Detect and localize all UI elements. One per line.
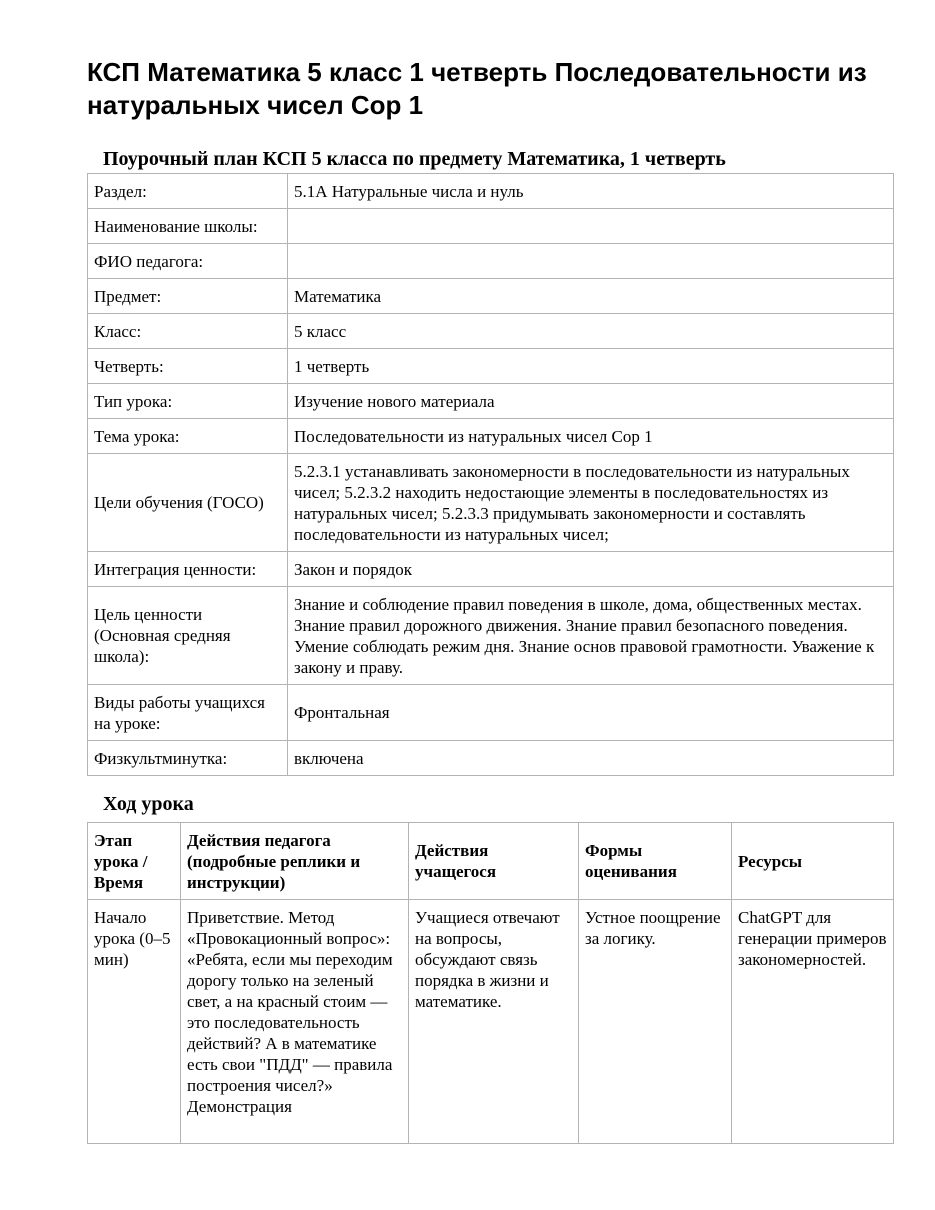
table-row [88, 384, 894, 419]
teacher-actions-cell: Приветствие. Метод «Провокационный вопрос»: «Ребята, если мы переходим дорогу только на зеленый свет, а на красный стоим — это последовательность действий? А в математике есть свои "ПДД" — правила построения чисел?» Демонстрация [181, 900, 409, 1144]
info-label: Цель ценности (Основная средняя школа): [88, 587, 288, 685]
info-label: Наименование школы: [88, 209, 288, 244]
table-row [88, 552, 894, 587]
info-label: Виды работы учащихся на уроке: [88, 685, 288, 741]
info-value: Знание и соблюдение правил поведения в школе, дома, общественных местах. Знание правил дорожного движения. Знание правил безопасного поведения. Умение соблюдать режим дня. Знание основ правовой грамотности. Уважение к закону и праву. [288, 587, 894, 685]
info-value: Математика [288, 279, 894, 314]
info-label: Тип урока: [88, 384, 288, 419]
info-value: Фронтальная [288, 685, 894, 741]
table-row [88, 314, 894, 349]
info-label: Класс: [88, 314, 288, 349]
table-row [88, 419, 894, 454]
column-header: Ресурсы [732, 823, 894, 900]
table-row [88, 209, 894, 244]
info-value: 5.1А Натуральные числа и нуль [288, 174, 894, 209]
info-label: Интеграция ценности: [88, 552, 288, 587]
info-value [288, 244, 894, 279]
document-title: КСП Математика 5 класс 1 четверть Последовательности из натуральных чисел Сор 1 [87, 57, 867, 120]
info-label: Четверть: [88, 349, 288, 384]
stage-cell: Начало урока (0–5 мин) [88, 900, 181, 1144]
table-row [88, 587, 894, 685]
lesson-heading: Ход урока [103, 793, 194, 815]
info-value: Изучение нового материала [288, 384, 894, 419]
plan-heading: Поурочный план КСП 5 класса по предмету Математика, 1 четверть [103, 148, 726, 170]
table-row [88, 349, 894, 384]
resources-cell: ChatGPT для генерации примеров закономерностей. [732, 900, 894, 1144]
info-value: Последовательности из натуральных чисел Сор 1 [288, 419, 894, 454]
lesson-info-table [87, 173, 894, 776]
info-label: Физкультминутка: [88, 741, 288, 776]
assessment-cell: Устное поощрение за логику. [579, 900, 732, 1144]
info-label: Цели обучения (ГОСО) [88, 454, 288, 552]
info-value: 5 класс [288, 314, 894, 349]
document-page [87, 56, 893, 1144]
table-row [88, 279, 894, 314]
lesson-flow-table [87, 822, 894, 1144]
table-row [88, 741, 894, 776]
info-value: 1 четверть [288, 349, 894, 384]
table-row [88, 454, 894, 552]
column-header: Формы оценивания [579, 823, 732, 900]
info-label: Раздел: [88, 174, 288, 209]
student-actions-cell: Учащиеся отвечают на вопросы, обсуждают связь порядка в жизни и математике. [409, 900, 579, 1144]
table-row [88, 174, 894, 209]
table-row [88, 244, 894, 279]
info-label: ФИО педагога: [88, 244, 288, 279]
column-header: Действия учащегося [409, 823, 579, 900]
info-label: Предмет: [88, 279, 288, 314]
info-label: Тема урока: [88, 419, 288, 454]
table-row [88, 900, 894, 1144]
column-header: Действия педагога (подробные реплики и инструкции) [181, 823, 409, 900]
info-value: включена [288, 741, 894, 776]
info-value: 5.2.3.1 устанавливать закономерности в последовательности из натуральных чисел; 5.2.3.2 находить недостающие элементы в последовательностях из натуральных чисел; 5.2.3.3 придумывать закономерности и составлять последовательности из натуральных чисел; [288, 454, 894, 552]
info-value: Закон и порядок [288, 552, 894, 587]
table-header-row [88, 823, 894, 900]
info-value [288, 209, 894, 244]
column-header: Этап урока / Время [88, 823, 181, 900]
table-row [88, 685, 894, 741]
